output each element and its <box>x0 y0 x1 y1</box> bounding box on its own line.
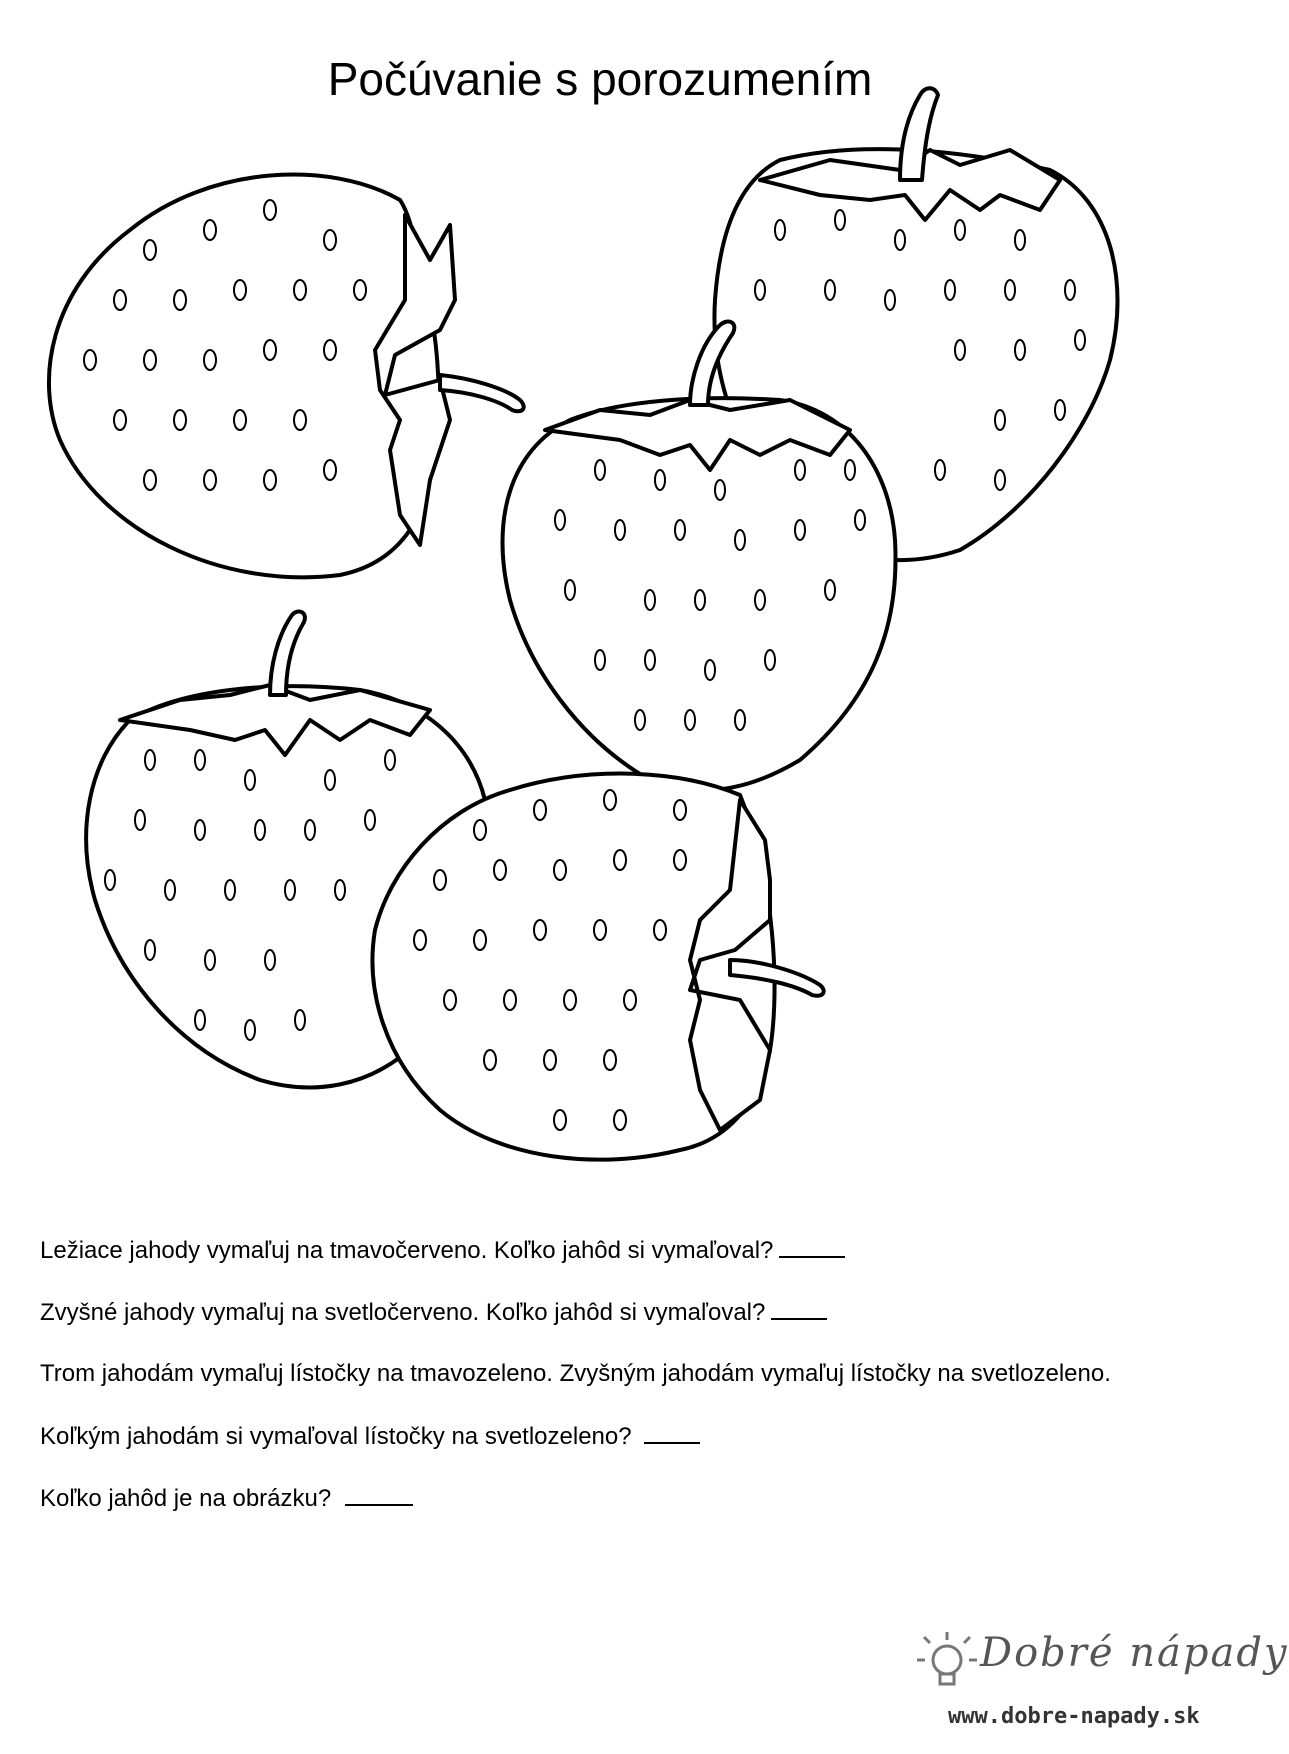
question-3-text: Trom jahodám vymaľuj lístočky na tmavozeleno. Zvyšným jahodám vymaľuj lístočky na svetlozeleno. <box>40 1360 1111 1387</box>
strawberry-lying-bottom-center <box>373 774 824 1160</box>
question-5 <box>40 1484 413 1513</box>
question-4-text: Koľkým jahodám si vymaľoval lístočky na svetlozeleno? <box>40 1423 632 1450</box>
answer-blank-2[interactable] <box>771 1298 827 1320</box>
brand-url[interactable]: www.dobre-napady.sk <box>948 1704 1200 1729</box>
answer-blank-1[interactable] <box>779 1236 845 1258</box>
answer-blank-5[interactable] <box>345 1484 413 1506</box>
answer-blank-4[interactable] <box>644 1422 700 1444</box>
question-3 <box>40 1360 1111 1388</box>
stem <box>440 375 524 411</box>
question-1 <box>40 1236 845 1265</box>
question-2-text: Zvyšné jahody vymaľuj na svetločerveno. Koľko jahôd si vymaľoval? <box>40 1299 766 1326</box>
stem <box>270 611 305 695</box>
strawberry-lying-top-left <box>49 175 524 578</box>
question-5-text: Koľko jahôd je na obrázku? <box>40 1485 332 1512</box>
question-4 <box>40 1422 700 1451</box>
brand-name: Dobré nápady <box>980 1630 1289 1676</box>
question-1-text: Ležiace jahody vymaľuj na tmavočerveno. Koľko jahôd si vymaľoval? <box>40 1237 774 1264</box>
question-2 <box>40 1298 827 1327</box>
page-title: Počúvanie s porozumením <box>327 53 873 105</box>
